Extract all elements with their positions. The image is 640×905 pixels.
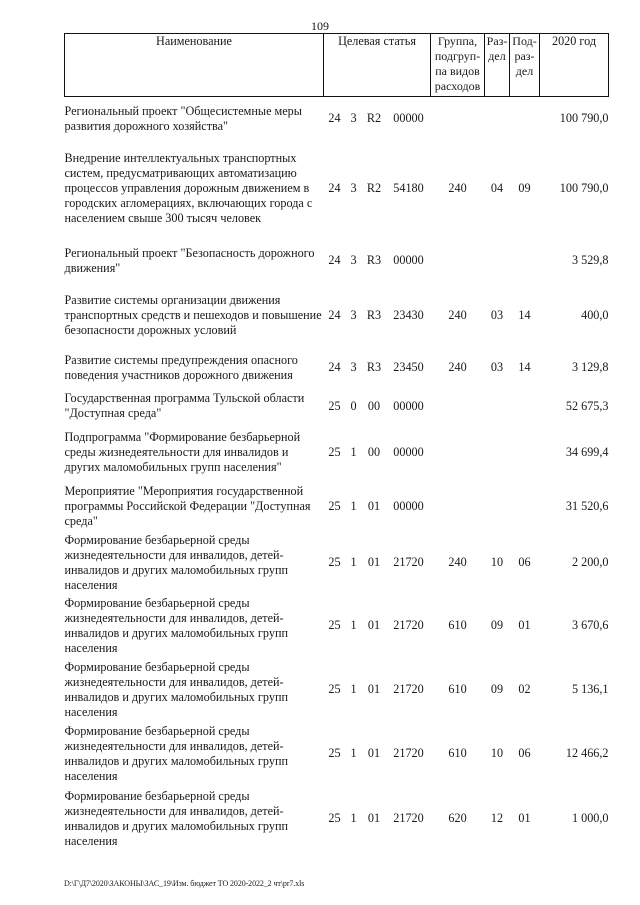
target-article-direction: 00000 [393,253,424,267]
target-article-event: 01 [367,682,381,696]
target-article-direction: 00000 [393,499,424,513]
target-article-program: 25 [328,618,341,632]
row-name: Региональный проект "Безопасность дорожного движения" [64,245,315,275]
target-article-direction: 21720 [393,618,424,632]
target-article-direction: 21720 [393,682,424,696]
target-article-program: 25 [328,811,341,825]
row-name: Развитие системы предупреждения опасного поведения участников дорожного движения [64,352,298,382]
header-subsection: Под-раз-дел [510,34,540,97]
expense-group [431,482,485,532]
amount-2020: 5 136,1 [571,682,609,696]
expense-group: 610 [448,682,467,696]
target-article-program: 24 [328,360,341,374]
amount-2020: 34 699,4 [565,445,609,459]
subsection-code: 14 [518,360,531,374]
target-article-program: 25 [328,445,341,459]
target-article-subprogram: 1 [350,499,357,513]
target-article-direction: 21720 [393,555,424,569]
target-article-direction: 21720 [393,746,424,760]
table-row [65,389,609,424]
table-row [65,285,609,347]
target-article-subprogram: 1 [350,445,357,459]
section-code: 04 [490,181,504,195]
target-article-subprogram: 1 [350,618,357,632]
target-article-direction: 54180 [393,181,424,195]
amount-2020: 12 466,2 [565,746,609,760]
table-body [65,97,609,852]
target-article-event: R2 [366,111,382,126]
row-name: Формирование безбарьерной среды жизнедеятельности для инвалидов, детей-инвалидов и других маломобильных групп населения [64,659,288,719]
section-code: 10 [490,555,504,569]
target-article-event: 00 [367,398,381,413]
subsection-code: 09 [518,181,531,195]
target-article-subprogram: 1 [350,555,357,569]
subsection-code [510,482,540,532]
table-header [65,34,609,97]
target-article-subprogram: 0 [350,398,357,413]
target-article-subprogram: 3 [350,360,357,374]
table-row [65,658,609,722]
target-article-program: 25 [328,555,341,569]
row-name: Государственная программа Тульской области "Доступная среда" [64,391,305,420]
subsection-code [510,389,540,424]
amount-2020: 31 520,6 [565,499,609,513]
section-code: 12 [490,811,504,825]
target-article-direction: 23430 [393,308,424,322]
target-article-program: 25 [328,499,341,513]
target-article-subprogram: 1 [350,811,357,825]
target-article-program: 24 [328,308,341,322]
target-article-event: R2 [366,181,382,195]
amount-2020: 3 670,6 [571,618,609,632]
target-article-program: 25 [328,398,341,413]
target-article-event: 00 [367,445,381,459]
expense-group [431,424,485,482]
section-code: 10 [490,746,504,760]
section-code [485,482,510,532]
section-code: 09 [490,618,504,632]
target-article-direction: 00000 [393,111,424,126]
table-row [65,141,609,237]
table-row [65,347,609,389]
amount-2020: 100 790,0 [559,181,609,195]
table-row [65,532,609,594]
section-code [485,97,510,141]
target-article-event: 01 [367,746,381,760]
expense-group [431,97,485,141]
subsection-code: 14 [518,308,531,322]
target-article-subprogram: 3 [350,111,357,126]
amount-2020: 3 129,8 [571,360,609,374]
row-name: Развитие системы организации движения транспортных средств и пешеходов и повышение безопасности дорожных условий [64,293,322,337]
expense-group [431,237,485,285]
amount-2020: 2 200,0 [571,555,609,569]
target-article-program: 24 [328,253,341,267]
subsection-code: 06 [518,555,531,569]
subsection-code: 02 [518,682,531,696]
section-code: 03 [490,360,504,374]
section-code [485,389,510,424]
expense-group: 240 [448,181,467,195]
subsection-code [510,97,540,141]
header-section: Раз-дел [485,34,510,97]
target-article-direction: 23450 [393,360,424,374]
amount-2020: 100 790,0 [559,111,609,126]
target-article-subprogram: 1 [350,746,357,760]
row-name: Подпрограмма "Формирование безбарьерной среды жизнедеятельности для инвалидов и других маломобильных групп населения" [64,430,301,474]
header-year-2020: 2020 год [540,34,609,97]
row-name: Мероприятие "Мероприятия государственной программы Российской Федерации "Доступная среда" [64,484,311,528]
target-article-event: R3 [366,360,382,374]
row-name: Формирование безбарьерной среды жизнедеятельности для инвалидов, детей-инвалидов и других маломобильных групп населения [64,788,288,848]
table-row [65,424,609,482]
target-article-event: 01 [367,499,381,513]
table-row [65,482,609,532]
target-article-event: R3 [366,308,382,322]
subsection-code [510,237,540,285]
subsection-code: 01 [518,811,531,825]
target-article-subprogram: 1 [350,682,357,696]
target-article-direction: 21720 [393,811,424,825]
target-article-event: 01 [367,811,381,825]
expense-group [431,389,485,424]
target-article-program: 24 [328,111,341,126]
table-row [65,97,609,141]
expense-group: 620 [448,811,467,825]
target-article-subprogram: 3 [350,253,357,267]
section-code [485,237,510,285]
amount-2020: 52 675,3 [565,398,609,413]
header-name: Наименование [65,34,324,97]
header-expense-group: Группа, подгруп-па видов расходов [431,34,485,97]
target-article-event: R3 [366,253,382,267]
expense-group: 610 [448,618,467,632]
target-article-direction: 00000 [393,398,424,413]
table-row [65,786,609,852]
row-name: Региональный проект "Общесистемные меры развития дорожного хозяйства" [64,103,302,133]
expense-group: 240 [448,308,467,322]
subsection-code: 06 [518,746,531,760]
target-article-event: 01 [367,555,381,569]
page-number: 109 [311,19,329,33]
section-code: 09 [490,682,504,696]
header-target-article: Целевая статья [324,34,431,97]
target-article-program: 24 [328,181,341,195]
budget-table [64,33,609,852]
subsection-code: 01 [518,618,531,632]
row-name: Формирование безбарьерной среды жизнедеятельности для инвалидов, детей-инвалидов и других маломобильных групп населения [64,723,288,783]
table-row [65,594,609,658]
section-code: 03 [490,308,504,322]
expense-group: 240 [448,555,467,569]
row-name: Внедрение интеллектуальных транспортных систем, предусматривающих автоматизацию процессов управления дорожным движением в городских агломерациях, включающих города с населением свыше 300 тысяч человек [64,151,313,225]
subsection-code [510,424,540,482]
footer-file-path: D:\Г\Д7\2020\ЗАКОНЫ\ЗАС_19\Изм. бюджет ТО 2020-2022_2 чт\pr7.xls [64,879,305,888]
expense-group: 240 [448,360,467,374]
amount-2020: 400,0 [581,308,609,322]
target-article-program: 25 [328,682,341,696]
row-name: Формирование безбарьерной среды жизнедеятельности для инвалидов, детей-инвалидов и других маломобильных групп населения [64,595,288,655]
target-article-direction: 00000 [393,445,424,459]
table-row [65,237,609,285]
row-name: Формирование безбарьерной среды жизнедеятельности для инвалидов, детей-инвалидов и других маломобильных групп населения [64,532,288,592]
section-code [485,424,510,482]
target-article-program: 25 [328,746,341,760]
table-row [65,722,609,786]
target-article-subprogram: 3 [350,181,357,195]
expense-group: 610 [448,746,467,760]
target-article-subprogram: 3 [350,308,357,322]
amount-2020: 3 529,8 [571,253,609,267]
target-article-event: 01 [367,618,381,632]
amount-2020: 1 000,0 [571,811,609,825]
